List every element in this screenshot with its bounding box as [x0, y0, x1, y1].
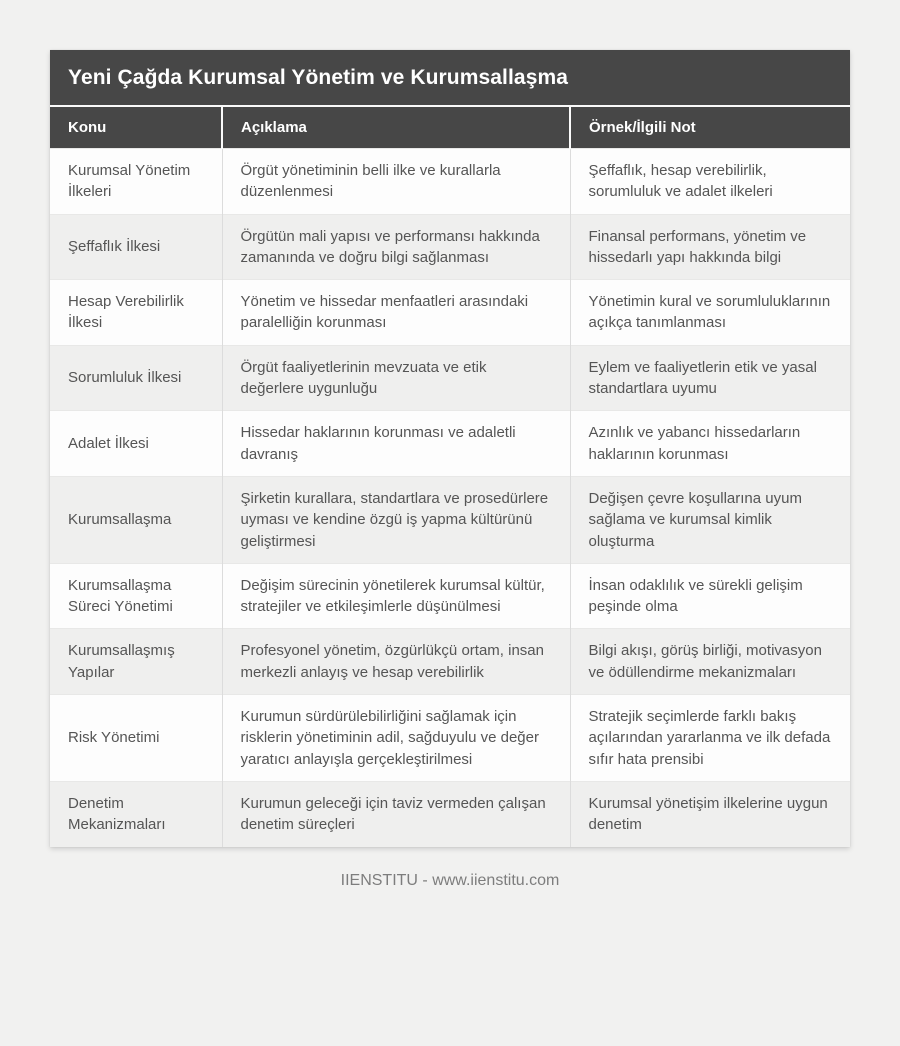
- table-row: [50, 345, 850, 411]
- table-cell: Örgütün mali yapısı ve performansı hakkında zamanında ve doğru bilgi sağlanması: [222, 214, 570, 280]
- table-cell: Hissedar haklarının korunması ve adaletli davranış: [222, 411, 570, 477]
- table-cell: Denetim Mekanizmaları: [50, 781, 222, 846]
- table-row: [50, 781, 850, 846]
- table-cell: Yönetimin kural ve sorumluluklarının açıkça tanımlanması: [570, 280, 850, 346]
- table-cell: Hesap Verebilirlik İlkesi: [50, 280, 222, 346]
- column-header-ornek: Örnek/İlgili Not: [570, 107, 850, 149]
- table-cell: Yönetim ve hissedar menfaatleri arasındaki paralelliğin korunması: [222, 280, 570, 346]
- table-cell: Kurumsal Yönetim İlkeleri: [50, 149, 222, 215]
- table-cell: Kurumsallaşma: [50, 476, 222, 563]
- column-header-aciklama: Açıklama: [222, 107, 570, 149]
- table-header-row: [50, 107, 850, 149]
- table-cell: Kurumsallaşmış Yapılar: [50, 629, 222, 695]
- table-cell: Adalet İlkesi: [50, 411, 222, 477]
- table-cell: Örgüt yönetiminin belli ilke ve kurallarla düzenlenmesi: [222, 149, 570, 215]
- table-cell: Azınlık ve yabancı hissedarların haklarının korunması: [570, 411, 850, 477]
- table-cell: Bilgi akışı, görüş birliği, motivasyon ve ödüllendirme mekanizmaları: [570, 629, 850, 695]
- table-cell: Kurumsallaşma Süreci Yönetimi: [50, 563, 222, 629]
- table-cell: Değişen çevre koşullarına uyum sağlama ve kurumsal kimlik oluşturma: [570, 476, 850, 563]
- governance-table-card: [50, 50, 850, 847]
- table-row: [50, 476, 850, 563]
- governance-table: [50, 107, 850, 847]
- column-header-konu: Konu: [50, 107, 222, 149]
- table-cell: Kurumsal yönetişim ilkelerine uygun denetim: [570, 781, 850, 846]
- table-cell: Sorumluluk İlkesi: [50, 345, 222, 411]
- table-cell: Kurumun sürdürülebilirliğini sağlamak için risklerin yönetiminin adil, sağduyulu ve değer yaratıcı anlayışla gerçekleştirilmesi: [222, 695, 570, 782]
- table-cell: Stratejik seçimlerde farklı bakış açılarından yararlanma ve ilk defada sıfır hata prensibi: [570, 695, 850, 782]
- table-row: [50, 563, 850, 629]
- page-title: Yeni Çağda Kurumsal Yönetim ve Kurumsallaşma: [50, 50, 850, 107]
- table-cell: Profesyonel yönetim, özgürlükçü ortam, insan merkezli anlayış ve hesap verebilirlik: [222, 629, 570, 695]
- table-cell: Risk Yönetimi: [50, 695, 222, 782]
- table-header: [50, 107, 850, 149]
- table-cell: İnsan odaklılık ve sürekli gelişim peşinde olma: [570, 563, 850, 629]
- table-cell: Şirketin kurallara, standartlara ve prosedürlere uyması ve kendine özgü iş yapma kültürünü geliştirmesi: [222, 476, 570, 563]
- table-cell: Örgüt faaliyetlerinin mevzuata ve etik değerlere uygunluğu: [222, 345, 570, 411]
- table-row: [50, 629, 850, 695]
- table-body: [50, 149, 850, 847]
- table-cell: Şeffaflık İlkesi: [50, 214, 222, 280]
- table-cell: Kurumun geleceği için taviz vermeden çalışan denetim süreçleri: [222, 781, 570, 846]
- table-row: [50, 695, 850, 782]
- footer-credit: IIENSTITU - www.iienstitu.com: [340, 871, 560, 889]
- table-row: [50, 280, 850, 346]
- table-cell: Finansal performans, yönetim ve hissedarlı yapı hakkında bilgi: [570, 214, 850, 280]
- table-row: [50, 411, 850, 477]
- table-row: [50, 149, 850, 215]
- table-cell: Eylem ve faaliyetlerin etik ve yasal standartlara uyumu: [570, 345, 850, 411]
- table-cell: Şeffaflık, hesap verebilirlik, sorumluluk ve adalet ilkeleri: [570, 149, 850, 215]
- table-row: [50, 214, 850, 280]
- table-cell: Değişim sürecinin yönetilerek kurumsal kültür, stratejiler ve etkileşimlerle düşünülmesi: [222, 563, 570, 629]
